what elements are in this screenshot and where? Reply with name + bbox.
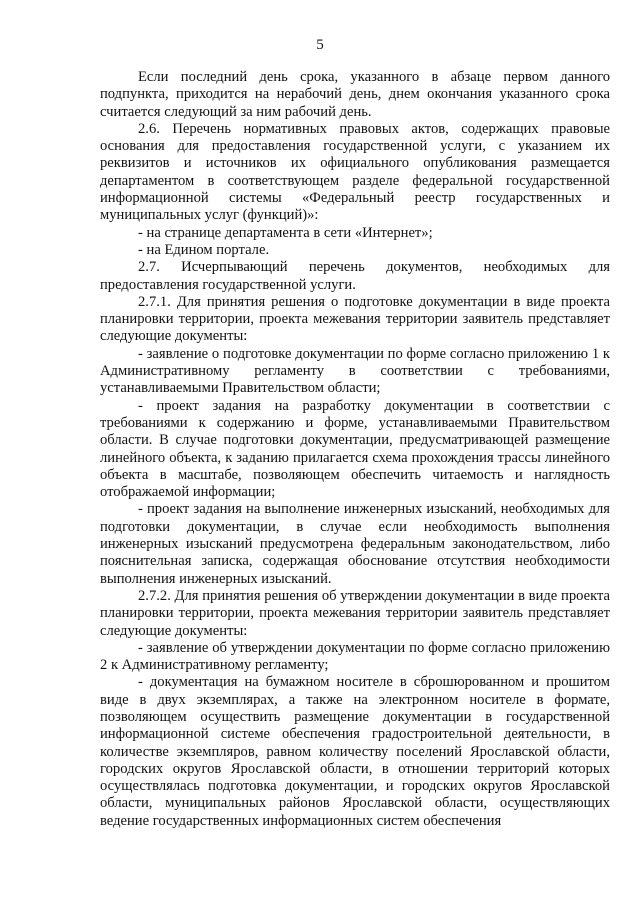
paragraph-2-6: 2.6. Перечень нормативных правовых актов, содержащих правовые основания для предоставления государственной услуги, с указанием их реквизитов и источников их официального опубликования размещается департаментом в соответствующем разделе федеральной государственной информационной системы «Федеральный реестр государственных и муниципальных услуг (функций)»: [100, 120, 610, 224]
paragraph-2-7: 2.7. Исчерпывающий перечень документов, необходимых для предоставления государственной услуги. [100, 259, 610, 293]
list-item-documentation-paper: - документация на бумажном носителе в сброшюрованном и прошитом виде в двух экземплярах, а также на электронном носителе в формате, позволяющем осуществить размещение документации в государственной информационной системе обеспечения градостроительной деятельности, в количестве экземпляров, равном количеству поселений Ярославской области, городских округов Ярославской области, в отношении территорий которых осуществлялась подготовка документации, и городских округов Ярославской области, муниципальных районов Ярославской области, осуществляющих ведение государственных информационных систем обеспечения [100, 674, 610, 829]
paragraph-deadline-nonworking-day: Если последний день срока, указанного в абзаце первом данного подпункта, приходится на нерабочий день, днем окончания указанного срока считается следующий за ним рабочий день. [100, 69, 610, 120]
list-item-department-page: - на странице департамента в сети «Интернет»; [138, 224, 433, 241]
document-body [100, 69, 610, 830]
paragraph-2-7-1: 2.7.1. Для принятия решения о подготовке документации в виде проекта планировки территории, проекта межевания территории заявитель представляет следующие документы: [100, 293, 610, 345]
paragraph-2-7-2: 2.7.2. Для принятия решения об утверждении документации в виде проекта планировки территории, проекта межевания территории заявитель представляет следующие документы: [100, 587, 610, 639]
list-item-engineering-surveys: - проект задания на выполнение инженерных изысканий, необходимых для подготовки документации, в случае если необходимость выполнения инженерных изысканий предусмотрена федеральным законодательством, либо пояснительная записка, содержащая обоснование отсутствия необходимости выполнения инженерных изысканий. [100, 501, 610, 587]
list-item-application-approval: - заявление об утверждении документации по форме согласно приложению 2 к Административному регламенту; [100, 639, 610, 674]
list-item-draft-assignment: - проект задания на разработку документации в соответствии с требованиями к содержанию и форме, устанавливаемыми Правительством области. В случае подготовки документации, предусматривающей размещение линейного объекта, к заданию прилагается схема прохождения трассы линейного объекта в масштабе, позволяющем обеспечить читаемость и наглядность отображаемой информации; [100, 397, 610, 501]
list-item-application-preparation: - заявление о подготовке документации по форме согласно приложению 1 к Административному регламенту в соответствии с требованиями, устанавливаемыми Правительством области; [100, 345, 610, 397]
list-item-unified-portal: - на Едином портале. [138, 241, 270, 258]
page-number: 5 [316, 37, 324, 53]
